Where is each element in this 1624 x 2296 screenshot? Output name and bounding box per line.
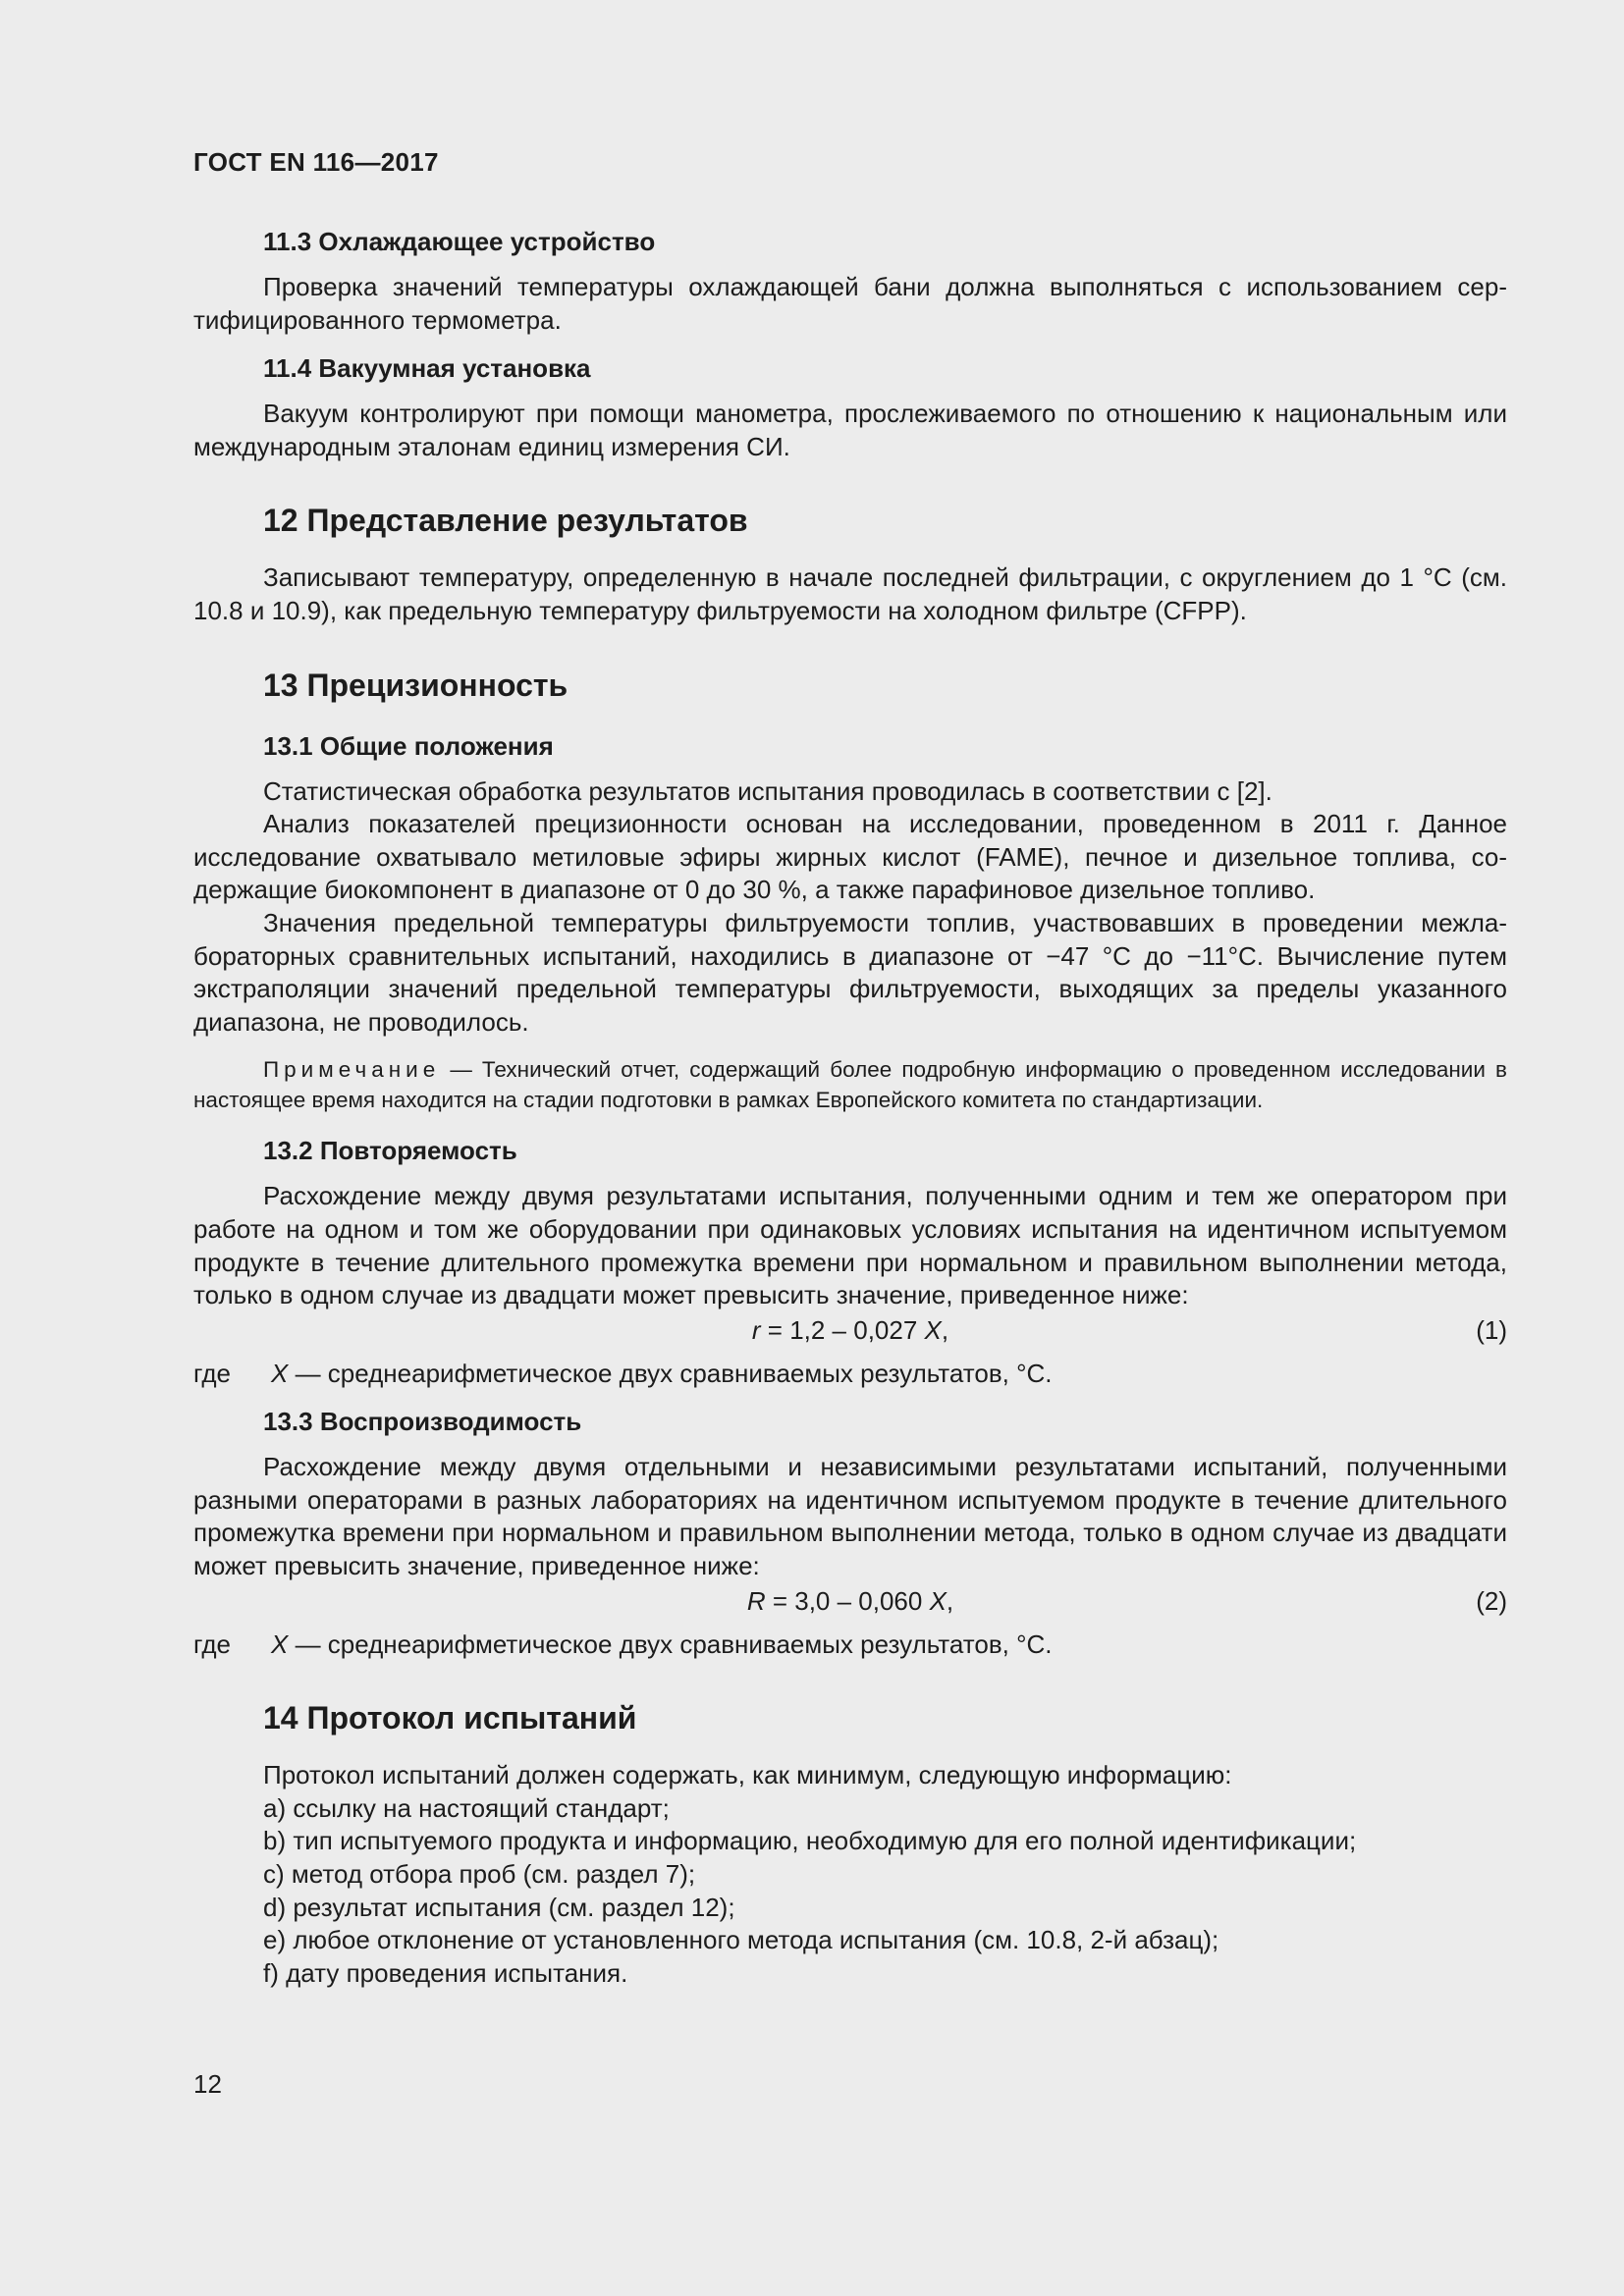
section-11-3-title: 11.3 Охлаждающее устройство [263, 227, 656, 256]
section-13-1-p3: Значения предельной температуры фильтруемости топлив, участвовавших в проведении межлабораторных сравнительных испытаний, находились в диапазоне от −47 °С до −11°С. Вычисление путем экстраполяции значений предельной температуры фильтруемости, выходящих за пределы указанного диапазона, не проводилось. [193, 907, 1507, 1037]
section-12-title: 12 Представление результатов [263, 503, 748, 539]
formula-1-expression: r = 1,2 – 0,027 X, [751, 1314, 949, 1345]
list-item: c) метод отбора проб (см. раздел 7); [263, 1859, 696, 1890]
section-12-text: Записывают температуру, определенную в начале последней фильтрации, с округлением до 1 °С (см. 10.8 и 10.9), как предельную температуру фильтруемости на холодном фильтре (CFPP). [193, 562, 1507, 625]
section-13-2-title: 13.2 Повторяемость [263, 1136, 517, 1166]
section-13-1-title: 13.1 Общие положения [263, 730, 554, 761]
section-13-title: 13 Прецизионность [263, 667, 568, 703]
formula-1 [193, 1314, 1507, 1348]
formula-2-number: (2) [1476, 1585, 1507, 1616]
section-14-intro: Протокол испытаний должен содержать, как минимум, следующую информацию: [263, 1760, 1232, 1790]
note [193, 1054, 1507, 1115]
document-header: ГОСТ EN 116—2017 [193, 147, 439, 177]
formula-2 [193, 1585, 1507, 1619]
list-item: f) дату проведения испытания. [263, 1957, 628, 1988]
section-14-list [263, 1792, 1507, 1991]
page-number: 12 [193, 2069, 222, 2099]
section-13-1-p1: Статистическая обработка результатов испытания проводилась в соответствии с [2]. [263, 775, 1272, 806]
page-content [193, 222, 1507, 1990]
list-item: e) любое отклонение от установленного метода испытания (см. 10.8, 2-й абзац); [263, 1925, 1219, 1955]
section-13-1-p2: Анализ показателей прецизионности основан на исследовании, проведенном в 2011 г. Данное исследование охватывало метиловые эфиры жирных кислот (FAME), печное и дизельное топлива, содержащие биокомпонент в диапазоне от 0 до 30 %, а также парафиновое дизельное топливо. [193, 809, 1507, 905]
formula-1-where: где X — среднеарифметическое двух сравниваемых результатов, °С. [193, 1358, 1053, 1388]
section-11-3-text: Проверка значений температуры охлаждающей бани должна выполняться с использованием сертифицированного термометра. [193, 272, 1507, 335]
section-14-title: 14 Протокол испытаний [263, 1700, 637, 1736]
section-11-4-title: 11.4 Вакуумная установка [263, 353, 591, 384]
list-item: d) результат испытания (см. раздел 12); [263, 1892, 735, 1922]
section-13-3-text: Расхождение между двумя отдельными и независимыми результатами испытаний, полученными разными операторами в разных лабораториях на идентичном испытуемом продукте в течение длительного промежутка времени при нормальном и правильном выполнении метода, только в одном случае из двадцати может превысить значение, приведенное ниже: [193, 1452, 1507, 1581]
note-label: Примечание [263, 1057, 441, 1083]
note-text: — Технический отчет, содержащий более подробную информацию о проведенном исследовании в настоящее время находится на стадии подготовки в рамках Европейского комитета по стандартизации. [193, 1057, 1507, 1113]
list-item: b) тип испытуемого продукта и информацию, необходимую для его полной идентификации; [263, 1826, 1357, 1856]
section-13-2-text: Расхождение между двумя результатами испытания, полученными одним и тем же оператором при работе на одном и том же оборудовании при одинаковых условиях испытания на идентичном испытуемом продукте в течение длительного промежутка времени при нормальном и правильном выполнении метода, только в одном случае из двадцати может превысить значение, приведенное ниже: [193, 1181, 1507, 1310]
list-item: a) ссылку на настоящий стандарт; [263, 1792, 670, 1823]
section-11-4-text: Вакуум контролируют при помощи манометра, прослеживаемого по отношению к национальным или международным эталонам единиц измерения СИ. [193, 399, 1507, 461]
section-13-3-title: 13.3 Воспроизводимость [263, 1407, 582, 1437]
formula-1-number: (1) [1476, 1314, 1507, 1345]
formula-2-expression: R = 3,0 – 0,060 X, [746, 1585, 954, 1616]
formula-2-where: где X — среднеарифметическое двух сравниваемых результатов, °С. [193, 1629, 1053, 1659]
